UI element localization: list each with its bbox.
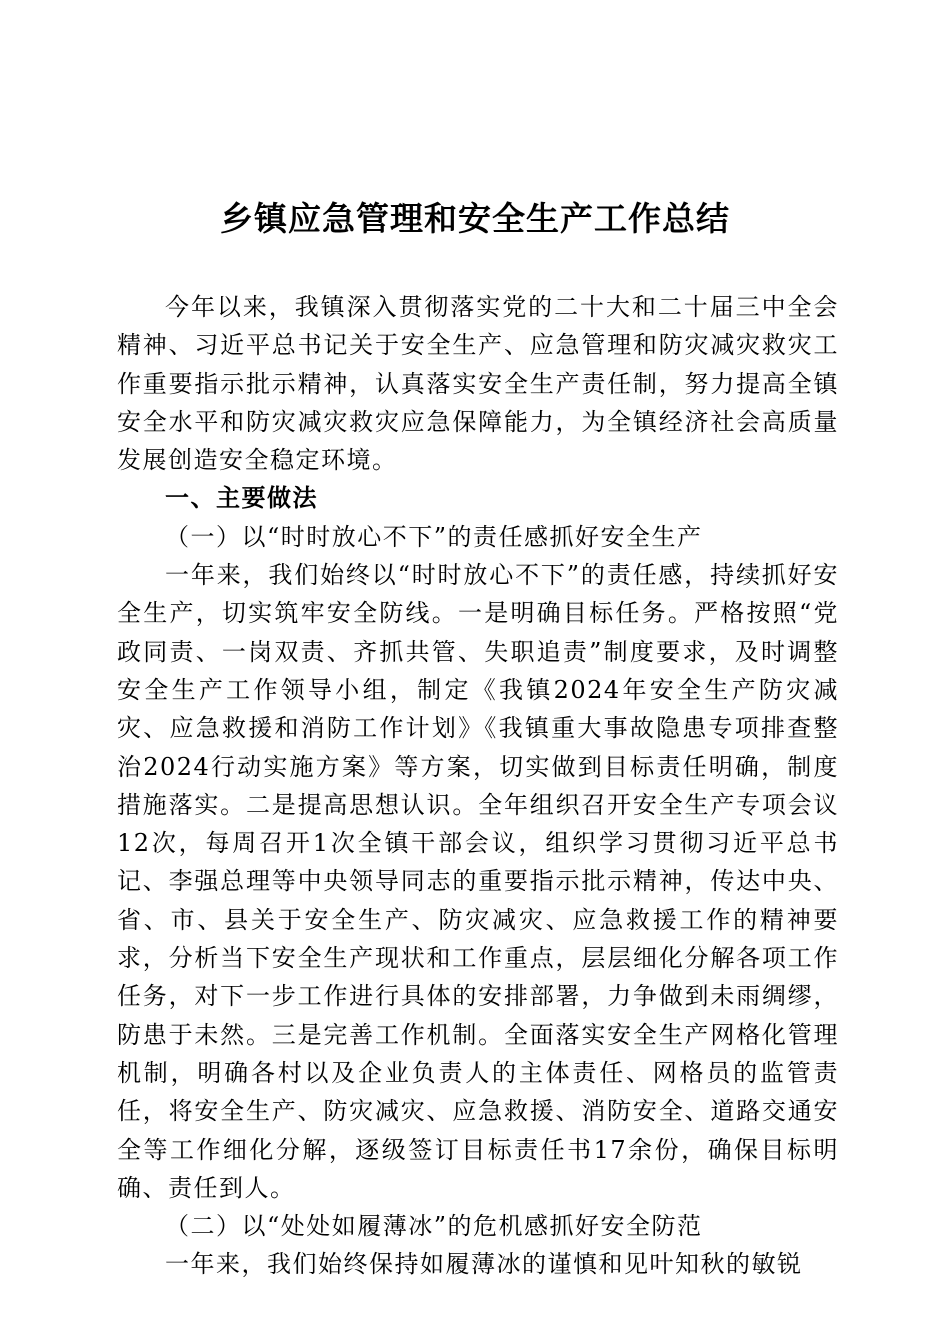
subsection-heading-2: （二）以“处处如履薄冰”的危机感抓好安全防范 (165, 1212, 703, 1241)
subsection-body-2: 一年来，我们始终保持如履薄冰的谨慎和见叶知秋的敏锐 (165, 1250, 803, 1279)
document-body (117, 288, 839, 1284)
section-heading-main-practices: 一、主要做法 (165, 483, 318, 513)
subsection-heading-1: （一）以“时时放心不下”的责任感抓好安全生产 (165, 522, 703, 551)
subsection-body-1: 一年来，我们始终以“时时放心不下”的责任感，持续抓好安全生产，切实筑牢安全防线。一是明确目标任务。严格按照“党政同责、一岗双责、齐抓共管、失职追责”制度要求，及时调整安全生产工作领导小组，制定《我镇2024年安全生产防灾减灾、应急救援和消防工作计划》《我镇重大事故隐患专项排查整治2024行动实施方案》等方案，切实做到目标责任明确，制度措施落实。二是提高思想认识。全年组织召开安全生产专项会议12次，每周召开1次全镇干部会议，组织学习贯彻习近平总书记、李强总理等中央领导同志的重要指示批示精神，传达中央、省、市、县关于安全生产、防灾减灾、应急救援工作的精神要求，分析当下安全生产现状和工作重点，层层细化分解各项工作任务，对下一步工作进行具体的安排部署，力争做到未雨绸缪，防患于未然。三是完善工作机制。全面落实安全生产网格化管理机制，明确各村以及企业负责人的主体责任、网格员的监管责任，将安全生产、防灾减灾、应急救援、消防安全、道路交通安全等工作细化分解，逐级签订目标责任书17余份，确保目标明确、责任到人。 (117, 561, 839, 1202)
intro-paragraph: 今年以来，我镇深入贯彻落实党的二十大和二十届三中全会精神、习近平总书记关于安全生产、应急管理和防灾减灾救灾工作重要指示批示精神，认真落实安全生产责任制，努力提高全镇安全水平和防灾减灾救灾应急保障能力，为全镇经济社会高质量发展创造安全稳定环境。 (117, 293, 839, 475)
document-title: 乡镇应急管理和安全生产工作总结 (220, 199, 730, 238)
